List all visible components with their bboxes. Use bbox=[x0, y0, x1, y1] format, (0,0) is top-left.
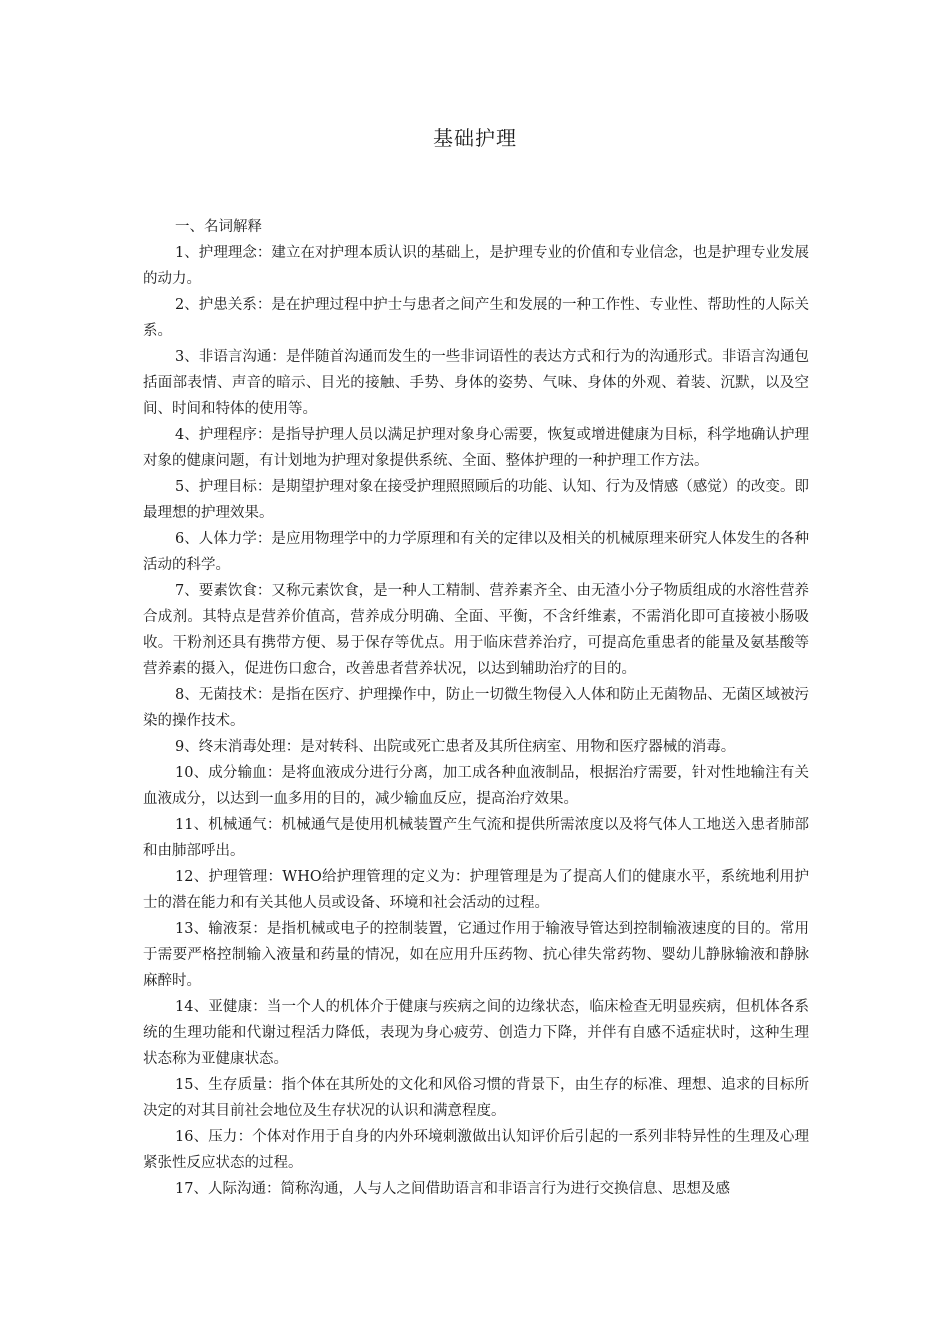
definition-entry: 3、非语言沟通：是伴随首沟通而发生的一些非词语性的表达方式和行为的沟通形式。非语言沟通包括面部表情、声音的暗示、目光的接触、手势、身体的姿势、气味、身体的外观、着装、沉默，以及空间、时间和特体的使用等。 bbox=[143, 349, 809, 417]
definition-entry: 1、护理理念：建立在对护理本质认识的基础上，是护理专业的价值和专业信念，也是护理专业发展的动力。 bbox=[143, 245, 809, 287]
definition-entry: 7、要素饮食：又称元素饮食，是一种人工精制、营养素齐全、由无渣小分子物质组成的水溶性营养合成剂。其特点是营养价值高，营养成分明确、全面、平衡，不含纤维素，不需消化即可直接被小肠吸收。干粉剂还具有携带方便、易于保存等优点。用于临床营养治疗，可提高危重患者的能量及氨基酸等营养素的摄入，促进伤口愈合，改善患者营养状况，以达到辅助治疗的目的。 bbox=[143, 583, 809, 677]
definition-entry: 13、输液泵：是指机械或电子的控制装置，它通过作用于输液导管达到控制输液速度的目的。常用于需要严格控制输入液量和药量的情况，如在应用升压药物、抗心律失常药物、婴幼儿静脉输液和静脉麻醉时。 bbox=[143, 921, 809, 989]
definition-entry: 14、亚健康：当一个人的机体介于健康与疾病之间的边缘状态，临床检查无明显疾病，但机体各系统的生理功能和代谢过程活力降低，表现为身心疲劳、创造力下降，并伴有自感不适症状时，这种生理状态称为亚健康状态。 bbox=[143, 999, 809, 1067]
definition-entry: 11、机械通气：机械通气是使用机械装置产生气流和提供所需浓度以及将气体人工地送入患者肺部和由肺部呼出。 bbox=[143, 817, 809, 859]
definition-entry: 16、压力：个体对作用于自身的内外环境刺激做出认知评价后引起的一系列非特异性的生理及心理紧张性反应状态的过程。 bbox=[143, 1129, 809, 1171]
definition-entry: 5、护理目标：是期望护理对象在接受护理照照顾后的功能、认知、行为及情感（感觉）的改变。即最理想的护理效果。 bbox=[143, 479, 809, 521]
definition-entry: 15、生存质量：指个体在其所处的文化和风俗习惯的背景下，由生存的标准、理想、追求的目标所决定的对其目前社会地位及生存状况的认识和满意程度。 bbox=[143, 1077, 809, 1119]
document-body bbox=[143, 214, 809, 1202]
definition-entry: 2、护患关系：是在护理过程中护士与患者之间产生和发展的一种工作性、专业性、帮助性的人际关系。 bbox=[143, 297, 809, 339]
definition-entry: 4、护理程序：是指导护理人员以满足护理对象身心需要，恢复或增进健康为目标，科学地确认护理对象的健康问题，有计划地为护理对象提供系统、全面、整体护理的一种护理工作方法。 bbox=[143, 427, 809, 469]
definition-entry: 6、人体力学：是应用物理学中的力学原理和有关的定律以及相关的机械原理来研究人体发生的各种活动的科学。 bbox=[143, 531, 809, 573]
page-title: 基础护理 bbox=[433, 126, 517, 150]
definition-entry: 10、成分输血：是将血液成分进行分离，加工成各种血液制品，根据治疗需要，针对性地输注有关血液成分，以达到一血多用的目的，减少输血反应，提高治疗效果。 bbox=[143, 765, 809, 807]
definition-entry: 17、人际沟通：简称沟通，人与人之间借助语言和非语言行为进行交换信息、思想及感 bbox=[175, 1181, 730, 1197]
section-heading: 一、名词解释 bbox=[175, 219, 262, 235]
definition-entry: 12、护理管理：WHO给护理管理的定义为：护理管理是为了提高人们的健康水平，系统地利用护士的潜在能力和有关其他人员或设备、环境和社会活动的过程。 bbox=[143, 869, 809, 911]
definition-entry: 9、终末消毒处理：是对转科、出院或死亡患者及其所住病室、用物和医疗器械的消毒。 bbox=[175, 739, 736, 755]
definition-entry: 8、无菌技术：是指在医疗、护理操作中，防止一切微生物侵入人体和防止无菌物品、无菌区域被污染的操作技术。 bbox=[143, 687, 809, 729]
